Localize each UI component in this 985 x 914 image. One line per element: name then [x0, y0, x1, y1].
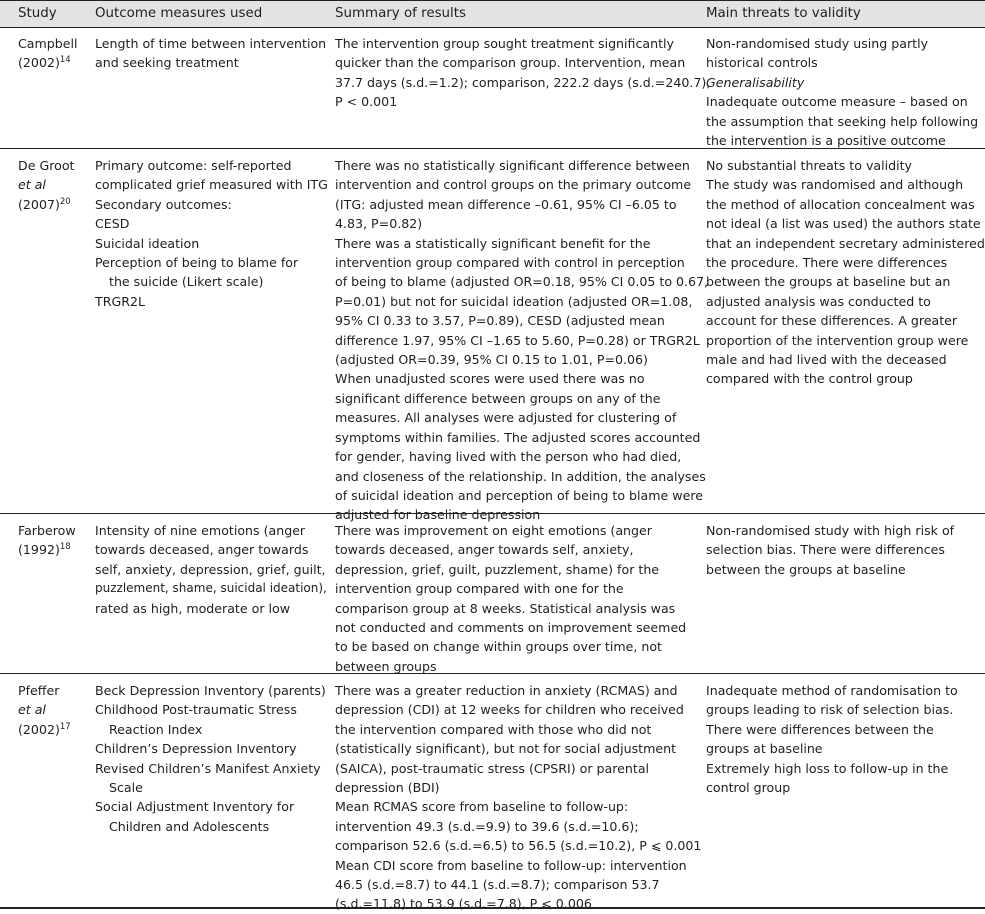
study-ref: 20 — [59, 196, 71, 207]
summary-cell — [335, 681, 700, 914]
summary-line: between groups — [335, 658, 437, 674]
study-year: (2007) — [18, 196, 60, 212]
summary-line: intervention 49.3 (s.d.=9.9) to 39.6 (s.d.=10.6); — [335, 818, 639, 834]
study-ref: 17 — [59, 721, 71, 732]
threats-line: No substantial threats to validity — [706, 158, 913, 173]
summary-line: depression (CDI) at 12 weeks for children who received — [335, 702, 684, 718]
header-threats: Main threats to validity — [706, 6, 861, 21]
outcome-line: Childhood Post-traumatic Stress — [95, 702, 297, 718]
summary-line: (s.d.=11.8) to 53.9 (s.d.=7.8), P ⩽ 0.006 — [335, 896, 592, 912]
threats-line: Inadequate outcome measure – based on — [706, 94, 968, 110]
outcome-cell — [95, 521, 330, 618]
table-row-farberow — [0, 514, 985, 674]
threats-line: groups at baseline — [706, 741, 823, 757]
outcome-line: TRGR2L — [95, 293, 145, 309]
outcome-line: Length of time between intervention — [95, 36, 327, 51]
threats-line: between the groups at baseline but an — [706, 274, 951, 290]
threats-line: Inadequate method of randomisation to — [706, 683, 958, 698]
outcome-cell — [95, 681, 330, 836]
outcome-line: Intensity of nine emotions (anger — [95, 523, 306, 538]
outcome-line: Revised Children’s Manifest Anxiety — [95, 760, 321, 776]
threats-line: the intervention is a positive outcome — [706, 133, 946, 149]
outcome-line: Children’s Depression Inventory — [95, 741, 297, 757]
header-outcome: Outcome measures used — [95, 6, 263, 21]
summary-cell — [335, 521, 700, 676]
study-year: (2002) — [18, 721, 60, 737]
summary-line: for gender, having lived with the person who had died, — [335, 449, 682, 465]
threats-line: between the groups at baseline — [706, 561, 906, 577]
threats-line: Non-randomised study with high risk of — [706, 523, 955, 538]
study-cell — [18, 156, 84, 214]
outcome-line: towards deceased, anger towards — [95, 542, 309, 558]
threats-line: not ideal (a list was used) the authors state — [706, 216, 981, 232]
threats-cell — [706, 521, 981, 579]
summary-line: P < 0.001 — [335, 94, 398, 110]
summary-line: to be based on change within groups over time, not — [335, 639, 662, 655]
summary-line: There was a greater reduction in anxiety (RCMAS) and — [335, 683, 678, 698]
threats-cell — [706, 681, 981, 797]
outcome-line: complicated grief measured with ITG — [95, 177, 328, 193]
summary-line: and closeness of the relationship. In addition, the analyses — [335, 468, 706, 484]
threats-line: selection bias. There were differences — [706, 542, 945, 558]
study-cell — [18, 34, 84, 73]
study-name: De Groot — [18, 158, 75, 173]
table-row-de-groot — [0, 149, 985, 523]
study-etal: et al — [18, 702, 46, 718]
threats-line: account for these differences. A greater — [706, 313, 958, 329]
summary-line: the intervention compared with those who did not — [335, 721, 652, 737]
threats-cell — [706, 156, 985, 389]
summary-line: (ITG: adjusted mean difference –0.61, 95% CI –6.05 to — [335, 196, 677, 212]
summary-line: quicker than the comparison group. Intervention, mean — [335, 55, 686, 71]
summary-line: When unadjusted scores were used there was no — [335, 371, 645, 387]
outcome-line: Perception of being to blame for — [95, 255, 299, 271]
threats-line: Extremely high loss to follow-up in the — [706, 760, 949, 776]
threats-line: There were differences between the — [706, 721, 934, 737]
threats-line: The study was randomised and although — [706, 177, 964, 193]
summary-line: There was improvement on eight emotions (anger — [335, 523, 652, 538]
threats-line: the method of allocation concealment was — [706, 196, 975, 212]
summary-line: There was no statistically significant difference between — [335, 158, 690, 173]
outcome-line: the suicide (Likert scale) — [109, 274, 264, 290]
outcome-line: Reaction Index — [109, 721, 203, 737]
threats-cell — [706, 34, 981, 150]
outcome-line: Scale — [109, 780, 143, 796]
summary-line: 4.83, P=0.82) — [335, 216, 423, 232]
outcome-line: rated as high, moderate or low — [95, 600, 291, 616]
threats-line: historical controls — [706, 55, 818, 71]
summary-line: (adjusted OR=0.39, 95% CI 0.15 to 1.01, P=0.06) — [335, 352, 648, 368]
table-row-pfeffer — [0, 674, 985, 912]
study-year: (2002) — [18, 55, 60, 71]
summary-line: There was a statistically significant benefit for the — [335, 235, 651, 251]
header-study: Study — [18, 6, 57, 21]
summary-line: comparison 52.6 (s.d.=6.5) to 56.5 (s.d.=10.2), P ⩽ 0.001 — [335, 838, 702, 854]
threats-line: the assumption that seeking help following — [706, 113, 979, 129]
table-header — [0, 0, 985, 28]
summary-line: depression (BDI) — [335, 780, 440, 796]
summary-line: The intervention group sought treatment significantly — [335, 36, 674, 51]
table-row-campbell — [0, 27, 985, 149]
summary-line: Mean CDI score from baseline to follow-up: intervention — [335, 857, 687, 873]
study-name: Campbell — [18, 36, 78, 51]
summary-line: 46.5 (s.d.=8.7) to 44.1 (s.d.=8.7); comparison 53.7 — [335, 877, 660, 893]
summary-line: depression, grief, guilt, puzzlement, shame) for the — [335, 561, 660, 577]
summary-line: comparison group at 8 weeks. Statistical analysis was — [335, 600, 676, 616]
summary-cell — [335, 34, 711, 112]
outcome-line: Beck Depression Inventory (parents) — [95, 683, 326, 698]
summary-line: of being to blame (adjusted OR=0.18, 95% CI 0.05 to 0.67, — [335, 274, 709, 290]
study-name: Pfeffer — [18, 683, 60, 698]
threats-line: compared with the control group — [706, 371, 913, 387]
summary-line: of suicidal ideation and perception of being to blame were — [335, 487, 703, 503]
summary-line: symptoms within families. The adjusted scores accounted — [335, 429, 701, 445]
outcome-cell — [95, 34, 330, 73]
outcome-line: Children and Adolescents — [109, 818, 270, 834]
study-cell — [18, 521, 84, 560]
threats-line: that an independent secretary administered — [706, 235, 985, 251]
summary-line: difference 1.97, 95% CI –1.65 to 5.60, P=0.28) or TRGR2L — [335, 332, 700, 348]
outcome-line: Secondary outcomes: — [95, 196, 232, 212]
summary-line: adjusted for baseline depression — [335, 507, 541, 523]
study-name: Farberow — [18, 523, 76, 538]
threats-line: proportion of the intervention group were — [706, 332, 969, 348]
threats-line: male and had lived with the deceased — [706, 352, 947, 368]
outcome-cell — [95, 156, 330, 311]
summary-line: 37.7 days (s.d.=1.2); comparison, 222.2 days (s.d.=240.7), — [335, 74, 711, 90]
summary-line: towards deceased, anger towards self, anxiety, — [335, 542, 634, 558]
outcome-line: puzzlement, shame, suicidal ideation), — [95, 581, 327, 596]
summary-line: Mean RCMAS score from baseline to follow-up: — [335, 799, 629, 815]
threats-line: control group — [706, 780, 791, 796]
threats-line: Non-randomised study using partly — [706, 36, 929, 51]
summary-line: intervention group compared with one for the — [335, 581, 624, 597]
threats-line: adjusted analysis was conducted to — [706, 293, 931, 309]
summary-line: not conducted and comments on improvement seemed — [335, 620, 687, 636]
summary-cell — [335, 156, 709, 525]
outcome-line: self, anxiety, depression, grief, guilt, — [95, 561, 326, 577]
summary-line: intervention group compared with control in perception — [335, 255, 685, 271]
threats-line: groups leading to risk of selection bias. — [706, 702, 954, 718]
threats-line: the procedure. There were differences — [706, 255, 948, 271]
threats-line: Generalisability — [706, 74, 805, 90]
summary-line: intervention and control groups on the primary outcome — [335, 177, 692, 193]
summary-line: measures. All analyses were adjusted for clustering of — [335, 410, 677, 426]
study-etal: et al — [18, 177, 46, 193]
summary-line: P=0.01) but not for suicidal ideation (adjusted OR=1.08, — [335, 293, 693, 309]
study-ref: 14 — [59, 55, 71, 66]
header-summary: Summary of results — [335, 6, 466, 21]
study-year: (1992) — [18, 542, 60, 558]
summary-line: (statistically significant), but not for social adjustment — [335, 741, 677, 757]
summary-line: (SAICA), post-traumatic stress (CPSRI) or parental — [335, 760, 650, 776]
outcome-line: CESD — [95, 216, 130, 232]
study-ref: 18 — [59, 542, 71, 553]
outcome-line: Primary outcome: self-reported — [95, 158, 292, 173]
outcome-line: and seeking treatment — [95, 55, 239, 71]
outcome-line: Social Adjustment Inventory for — [95, 799, 295, 815]
summary-line: significant difference between groups on any of the — [335, 390, 661, 406]
summary-line: 95% CI 0.33 to 3.57, P=0.89), CESD (adjusted mean — [335, 313, 665, 329]
study-cell — [18, 681, 84, 739]
outcome-line: Suicidal ideation — [95, 235, 200, 251]
